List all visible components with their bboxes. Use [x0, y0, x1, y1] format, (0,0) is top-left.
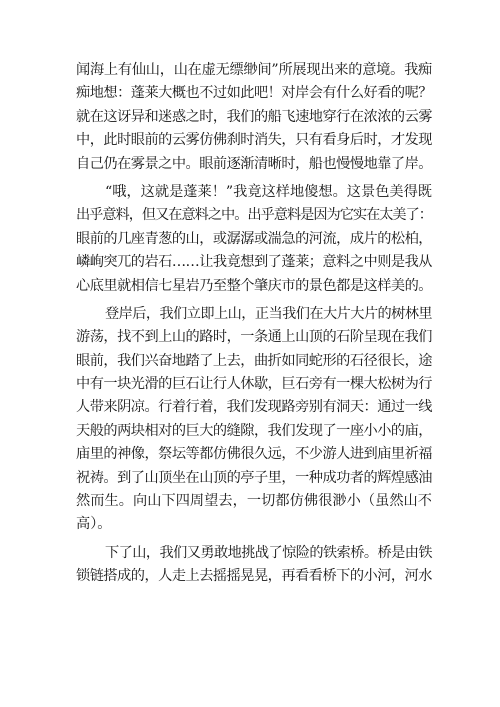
text-line: 心底里就相信七星岩乃至整个肇庆市的景色都是这样美的。: [76, 277, 432, 294]
paragraph-4: [76, 542, 432, 589]
text-line: 嶙峋突兀的岩石……让我竟想到了蓬莱；意料之中则是我从: [76, 254, 432, 271]
text-line: 人带来阴凉。行着行着，我们发现路旁别有洞天：通过一线: [76, 399, 432, 416]
paragraph-2: [76, 181, 432, 298]
text-line: 然而生。向山下四周望去，一切都仿佛很渺小（虽然山不: [76, 493, 433, 510]
text-line: 高）。: [76, 516, 112, 533]
text-line: 眼前，我们兴奋地踏了上去，曲折如同蛇形的石径很长，途: [76, 352, 432, 369]
text-line: 中有一块光滑的巨石让行人休歇，巨石旁有一棵大松树为行: [76, 376, 432, 393]
text-line: 闻海上有仙山，山在虚无缥缈间”所展现出来的意境。我痴: [76, 62, 432, 78]
document-body: [76, 59, 432, 589]
text-line: 痴地想：蓬莱大概也不过如此吧！对岸会有什么好看的呢？: [76, 85, 432, 102]
text-line: 登岸后，我们立即上山，正当我们在大片大片的树林里: [105, 305, 432, 322]
text-line: 自己仍在雾景之中。眼前逐渐清晰时，船也慢慢地靠了岸。: [76, 155, 432, 172]
text-line: 庙里的神像，祭坛等都仿佛很久远，不少游人进到庙里祈福: [76, 446, 432, 463]
text-line: 出乎意料，但又在意料之中。出乎意料是因为它实在太美了：: [76, 207, 432, 224]
text-line: 祝祷。到了山顶坐在山顶的亭子里，一种成功者的辉煌感油: [76, 469, 432, 486]
text-line: 锁链搭成的，人走上去摇摇晃晃，再看看桥下的小河，河水: [76, 568, 432, 585]
text-line: 中，此时眼前的云雾仿佛刹时消失，只有看身后时，才发现: [76, 132, 432, 149]
text-line: 眼前的几座青葱的山，或潺潺或湍急的河流，成片的松柏，: [76, 230, 432, 247]
paragraph-1: [76, 59, 432, 176]
text-line: 天般的两块相对的巨大的缝隙，我们发现了一座小小的庙，: [76, 422, 432, 439]
text-line: 下了山，我们又勇敢地挑战了惊险的铁索桥。桥是由铁: [105, 544, 432, 561]
text-line: 游荡，找不到上山的路时，一条通上山顶的石阶呈现在我们: [76, 329, 432, 346]
text-line: “哦，这就是蓬莱！”我竟这样地傻想。这景色美得既: [105, 183, 433, 200]
paragraph-3: [76, 303, 432, 537]
text-line: 就在这讶异和迷惑之时，我们的船飞速地穿行在浓浓的云雾: [76, 108, 432, 125]
